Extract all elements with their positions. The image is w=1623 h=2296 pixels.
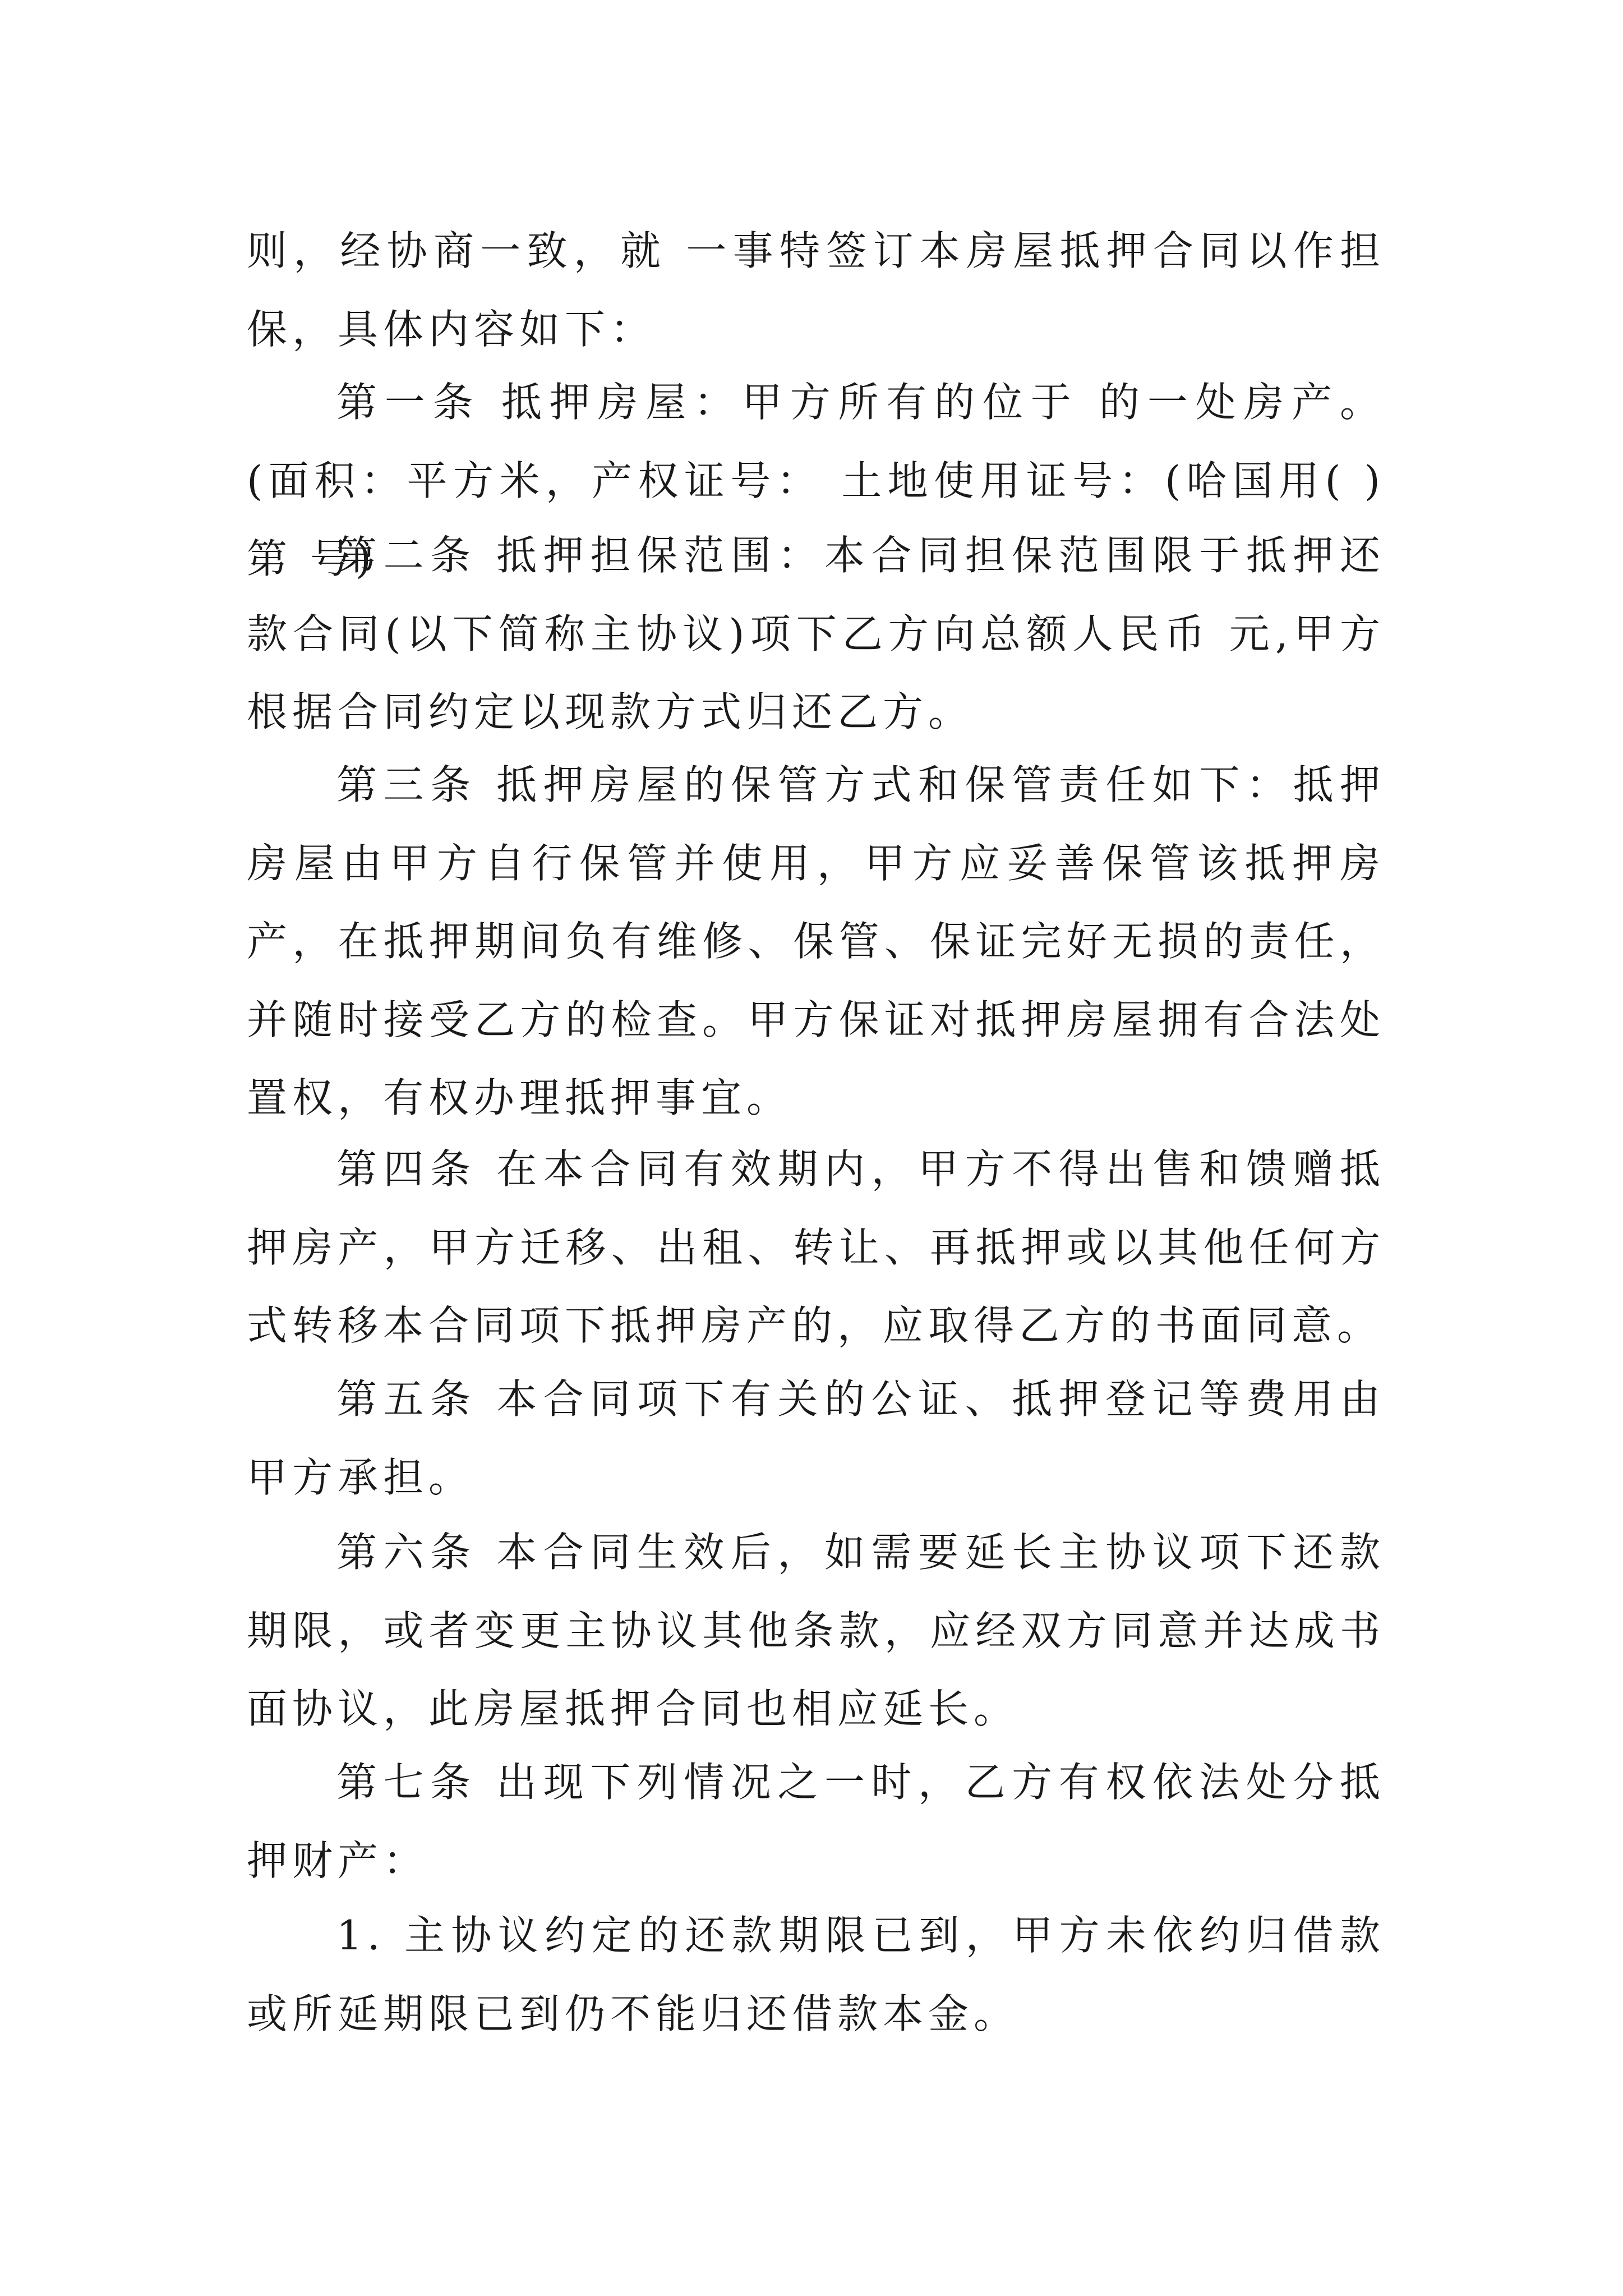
paragraph-article-6: 第六条 本合同生效后，如需要延长主协议项下还款期限，或者变更主协议其他条款，应经双方同意并达成书面协议，此房屋抵押合同也相应延长。 bbox=[247, 1529, 1385, 1732]
paragraph-article-7: 第七条 出现下列情况之一时，乙方有权依法处分抵押财产： bbox=[247, 1759, 1385, 1884]
paragraph-article-1: 第一条 抵押房屋：甲方所有的位于 的一处房产。(面积：平方米，产权证号： 土地使用证号：(哈国用( )第 号) bbox=[247, 379, 1385, 582]
paragraph-article-5: 第五条 本合同项下有关的公证、抵押登记等费用由甲方承担。 bbox=[247, 1375, 1385, 1501]
paragraph-article-3: 第三条 抵押房屋的保管方式和保管责任如下：抵押房屋由甲方自行保管并使用，甲方应妥善保管该抵押房产，在抵押期间负有维修、保管、保证完好无损的责任，并随时接受乙方的检查。甲方保证对抵押房屋拥有合法处置权，有权办理抵押事宜。 bbox=[247, 761, 1385, 1121]
paragraph-item-1: 1. 主协议约定的还款期限已到，甲方未依约归借款或所延期限已到仍不能归还借款本金。 bbox=[247, 1912, 1385, 2037]
paragraph-article-4: 第四条 在本合同有效期内，甲方不得出售和馈赠抵押房产，甲方迁移、出租、转让、再抵押或以其他任何方式转移本合同项下抵押房产的，应取得乙方的书面同意。 bbox=[247, 1145, 1385, 1349]
paragraph-preamble: 则，经协商一致，就 一事特签订本房屋抵押合同以作担保，具体内容如下： bbox=[247, 227, 1385, 353]
paragraph-article-2: 第二条 抵押担保范围：本合同担保范围限于抵押还款合同(以下简称主协议)项下乙方向总额人民币 元,甲方根据合同约定以现款方式归还乙方。 bbox=[247, 532, 1385, 735]
